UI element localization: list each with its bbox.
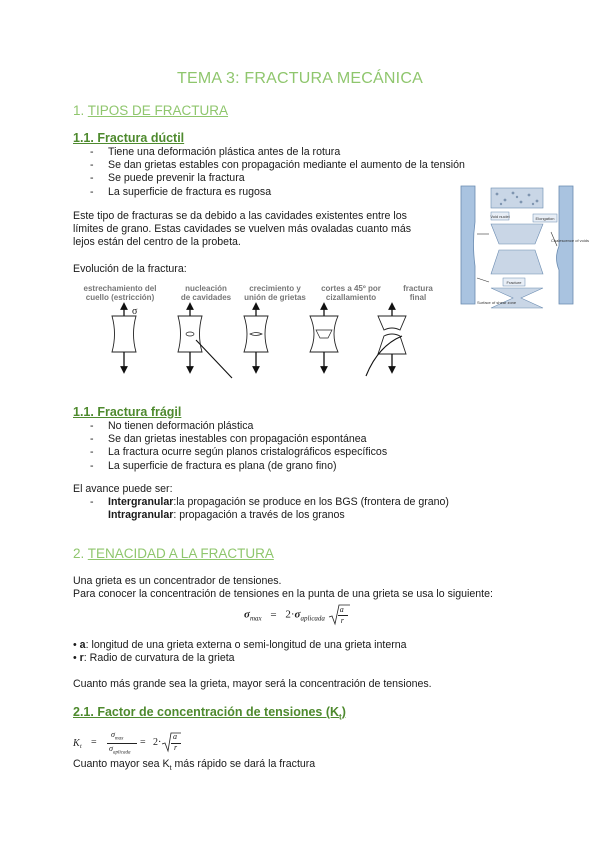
sqrt-symbol (328, 604, 350, 626)
list-item: - La superficie de fractura es plana (de grano fino) (73, 460, 523, 473)
ductile-paragraph (73, 210, 443, 250)
intergranular-term: Intergranular (108, 496, 174, 508)
section-number: 1. (73, 103, 85, 118)
paragraph-line: Para conocer la concentración de tensiones en la punta de una grieta se usa lo siguiente: (73, 588, 493, 601)
kt-conclusion-sub: t (169, 765, 172, 773)
ductile-void-figure (455, 182, 590, 314)
kt-conclusion-line (73, 758, 553, 775)
stage-necking-specimen (112, 306, 138, 370)
stage-nucleation-specimen (178, 306, 232, 378)
def-a-symbol: a (79, 639, 86, 651)
intragranular-line (108, 509, 528, 522)
factor-heading-text: 2.1. Factor de concentración de tensiones (K (73, 705, 340, 719)
paragraph-line: lejos están del centro de la probeta. (73, 236, 241, 249)
kt-conclusion-text: Cuanto mayor sea K (73, 758, 170, 770)
section-title: TIPOS DE FRACTURA (87, 103, 229, 118)
dash-marker: - (90, 496, 94, 508)
page-title: TEMA 3: FRACTURA MECÁNICA (177, 70, 423, 87)
bullet-dot: • (73, 652, 77, 664)
stage-label-growth (238, 284, 312, 302)
fraction-numerator: a (173, 732, 177, 741)
formula-equals: = (140, 737, 146, 748)
stress-symbol: σ (132, 306, 138, 317)
fraction-numerator: a (339, 605, 344, 614)
figure-label: Fracture (506, 280, 522, 285)
list-item: - Se puede prevenir la fractura (73, 172, 523, 185)
list-item: - No tienen deformación plástica (73, 420, 523, 433)
paragraph-line: Una grieta es un concentrador de tensiones. (73, 575, 282, 587)
fraction-denominator: r (174, 743, 178, 752)
paragraph-line: límites de grano. Estas cavidades se vuelven más ovaladas cuanto más (73, 223, 412, 236)
def-a-text: : longitud de una grieta externa o semi-longitud de una grieta interna (85, 639, 407, 651)
subheading-ductil: 1.1. Fractura dúctil (73, 131, 185, 145)
factor-heading-sub: t (339, 712, 342, 722)
figure-label: Surface of shear zone (477, 300, 517, 305)
formula-sigma: σ (294, 608, 301, 621)
stage-shear-specimen (310, 306, 338, 370)
formula-max-sub: max (114, 736, 124, 742)
stage-label-line: cuello (estricción) (85, 293, 155, 302)
intergranular-line (90, 496, 540, 509)
stage-label-line: final (409, 293, 427, 302)
formula-aplicada-sub: aplicada (112, 750, 131, 756)
def-r-text: : Radio de curvatura de la grieta (83, 652, 235, 664)
brittle-bullet-list (73, 420, 523, 473)
formula-two: 2· (285, 608, 295, 621)
intragranular-text: : propagación a través de los granos (173, 509, 345, 521)
formula-equals: = (270, 608, 277, 621)
subheading-fragil: 1.1. Fractura frágil (73, 405, 182, 419)
stage-label-line: cortes a 45º por (321, 284, 381, 293)
subheading-factor (73, 705, 346, 722)
kt-conclusion-end: más rápido se dará la fractura (171, 758, 316, 770)
formula-sigma: σ (244, 608, 250, 621)
kt-numerator (111, 730, 123, 742)
stage-label-line: crecimiento y (249, 284, 301, 293)
section-title: TENACIDAD A LA FRACTURA (87, 546, 274, 561)
stage-growth-specimen (244, 306, 268, 370)
formula-k-sub: t (80, 744, 82, 750)
advance-label: El avance puede ser: (73, 483, 173, 495)
conclusion-line: Cuanto más grande sea la grieta, mayor será la concentración de tensiones. (73, 678, 432, 690)
def-r-line (73, 652, 553, 665)
evolution-label: Evolución de la fractura: (73, 263, 187, 275)
section-number: 2. (73, 546, 85, 561)
stage-label-line: de cavidades (180, 293, 232, 302)
figure-label: Elongation (535, 216, 555, 221)
fraction-denominator: r (340, 616, 344, 625)
kt-denominator (109, 744, 130, 756)
list-item: - La superficie de fractura es rugosa (73, 186, 523, 199)
stage-label-final (394, 284, 442, 302)
factor-heading-end: ) (341, 705, 346, 719)
stage-label-line: nucleación (185, 284, 227, 293)
def-r-symbol: r (79, 652, 84, 664)
stage-label-line: cizallamiento (325, 293, 377, 302)
bullet-dot: • (73, 639, 77, 651)
stage-label-line: fractura (403, 284, 433, 293)
intergranular-text: :la propagación se produce en los BGS (frontera de grano) (173, 496, 449, 508)
section-heading-tenacidad (73, 546, 274, 561)
stage-label-nucleation (170, 284, 242, 302)
kt-formula (73, 730, 273, 758)
list-item: - La fractura ocurre según planos cristalográficos específicos (73, 446, 523, 459)
formula-aplicada-sub: aplicada (300, 614, 325, 623)
formula-sigma: σ (109, 744, 113, 753)
figure-label: Void nuclei (490, 214, 510, 219)
def-a-line (73, 639, 553, 652)
section-heading-tipos (73, 103, 228, 118)
intragranular-term: Intragranular (108, 509, 174, 521)
stage-label-shear (308, 284, 394, 302)
list-item: - Tiene una deformación plástica antes de la rotura (73, 146, 523, 159)
list-item: - Se dan grietas estables con propagación mediante el aumento de la tensión (73, 159, 523, 172)
formula-max-sub: max (249, 614, 262, 623)
stress-max-formula (244, 604, 350, 628)
list-item: - Se dan grietas inestables con propagación espontánea (73, 433, 523, 446)
stage-final-specimen (366, 306, 406, 376)
formula-k: K (73, 738, 80, 749)
stage-label-line: unión de grietas (244, 293, 306, 302)
fracture-evolution-figure (96, 304, 436, 382)
stage-label-line: estrechamiento del (83, 284, 157, 293)
tenacidad-intro (73, 575, 543, 601)
formula-sigma: σ (111, 730, 115, 739)
figure-label: Coalescence of voids (551, 238, 590, 243)
paragraph-line: Este tipo de fracturas se da debido a las cavidades existentes entre los (73, 210, 407, 222)
stage-label-necking (76, 284, 164, 302)
formula-equals: = (91, 737, 97, 748)
formula-two: 2· (153, 737, 162, 748)
